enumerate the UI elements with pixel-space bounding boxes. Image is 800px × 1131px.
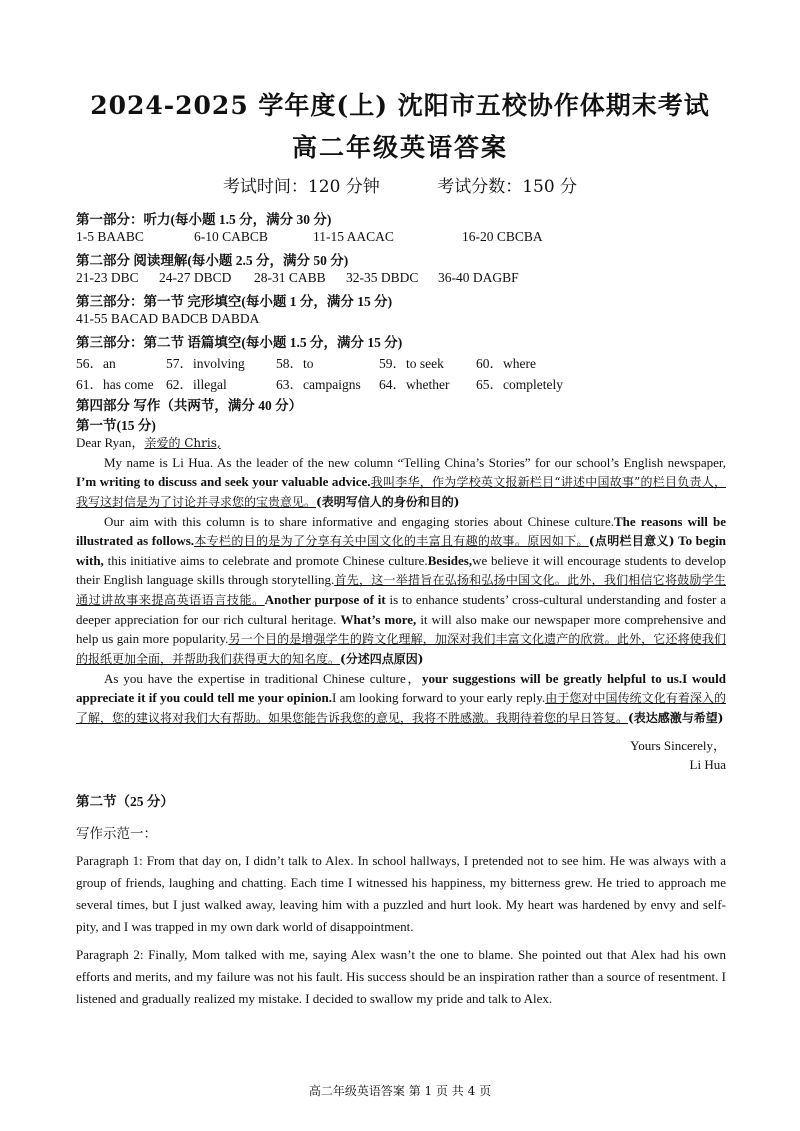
part2-heading: 第二部分 阅读理解(每小题 2.5 分，满分 50 分) xyxy=(76,253,349,268)
answer-group: 1-5 BAABC xyxy=(76,229,144,244)
annotation: (表明写信人的身份和目的) xyxy=(316,495,460,509)
letter-paragraph-2: Our aim with this column is to share informative and engaging stories about Chinese culture.The reasons will be illustrated as follows.本专栏的目的是为了分享有关中国文化的丰富且有趣的故事。原因如下。(点明栏目意义) To begin with, this initiative aims to celebrate and promote Chinese culture.Besides,we believe it will encourage students to develop their English language skills through storytelling.首先，这一举措旨在弘扬和弘扬中国文化。此外，我们相信它将鼓励学生通过讲故事来提高英语语言技能。Another purpose of it is to enhance students’ cross-cultural understanding and foster a deeper appreciation for our rich cultural heritage. What’s more, it will also make our newspaper more comprehensive and help us gain more popularity.另一个目的是增强学生的跨文化理解，加深对我们丰富文化遗产的欣赏。此外，它还将使我们的报纸更加全面，并帮助我们获得更大的知名度。(分述四点原因) xyxy=(76,514,726,666)
exam-title: 2024-2025 学年度(上) 沈阳市五校协作体期末考试 xyxy=(90,91,710,120)
answer-item: 64．whether xyxy=(379,377,450,392)
answer-group: 36-40 DAGBF xyxy=(438,270,519,285)
part4-section1: 第一节(15 分) xyxy=(76,418,156,433)
answer-item: 59．to seek xyxy=(379,356,444,371)
sample-label: 写作示范一： xyxy=(76,826,157,841)
answer-group: 21-23 DBC xyxy=(76,270,139,285)
annotation: (表达感激与希望) xyxy=(628,711,724,725)
part4-section2: 第二节（25 分） xyxy=(76,794,174,809)
sample-paragraph-2: Paragraph 2: Finally, Mom talked with me, saying Alex wasn’t the one to blame. She pointed out that Alex had his own efforts and merits, and my failure was not his fault. His success should be an inspiration rather than a source of resentment. I listened and gradually realized my mistake. I decided to swallow my pride and talk to Alex. xyxy=(76,947,726,1006)
letter-paragraph-3: As you have the expertise in traditional Chinese culture，your suggestions will be greatly helpful to us.I would appreciate it if you could tell me your opinion.I am looking forward to your early reply.由于您对中国传统文化有着深入的了解，您的建议将对我们大有帮助。如果您能告诉我您的意见，我将不胜感激。我期待着您的早日答复。(表达感激与希望) xyxy=(76,671,726,725)
answer-group: 6-10 CABCB xyxy=(194,229,268,244)
answer-item: 63．campaigns xyxy=(276,377,361,392)
answer-group: 32-35 DBDC xyxy=(346,270,419,285)
answer-group: 11-15 AACAC xyxy=(313,229,394,244)
translation: 由于您对中国传统文化有着深入的了解，您的建议将对我们大有帮助。如果您能告诉我您的意见，我将不胜感激。我期待着您的早日答复。 xyxy=(76,691,726,725)
part3-1-answers: 41-55 BACAD BADCB DABDA xyxy=(76,311,260,326)
sample-paragraph-1: Paragraph 1: From that day on, I didn’t talk to Alex. In school hallways, I pretended not to see him. He was always with a group of friends, laughing and chatting. Each time I witnessed his happiness, my bitterness grew. He tried to approach me several times, but I just walked away, leaving him with a puzzled and hurt look. My heart was hardened by envy and self-pity, and I was trapped in my own dark world of disappointment. xyxy=(76,853,726,934)
answer-group: 24-27 DBCD xyxy=(159,270,232,285)
answer-item: 62．illegal xyxy=(166,377,227,392)
translation: 首先，这一举措旨在弘扬和弘扬中国文化。此外，我们相信它将鼓励学生通过讲故事来提高英语语言技能。 xyxy=(76,573,726,607)
part1-heading: 第一部分：听力(每小题 1.5 分，满分 30 分) xyxy=(76,212,332,227)
greeting-translation: 亲爱的 Chris, xyxy=(144,436,221,450)
translation: 本专栏的目的是为了分享有关中国文化的丰富且有趣的故事。原因如下。 xyxy=(194,534,589,548)
part3-1-heading: 第三部分：第一节 完形填空(每小题 1 分，满分 15 分) xyxy=(76,294,393,309)
signature: Li Hua xyxy=(689,757,726,772)
answer-group: 28-31 CABB xyxy=(254,270,326,285)
part3-2-heading: 第三部分：第二节 语篇填空(每小题 1.5 分，满分 15 分) xyxy=(76,335,403,350)
letter-closing: Yours Sincerely， Li Hua xyxy=(630,738,726,772)
answer-item: 65．completely xyxy=(476,377,563,392)
annotation: (分述四点原因) xyxy=(340,652,424,666)
answer-item: 57．involving xyxy=(166,356,245,371)
answer-item: 56．an xyxy=(76,356,116,371)
exam-info xyxy=(0,172,800,197)
translation: 我叫李华，作为学校英文报新栏目“讲述中国故事”的栏目负责人，我写这封信是为了讨论并寻求您的宝贵意见。 xyxy=(76,475,726,509)
page-footer: 高二年级英语答案 第 1 页 共 4 页 xyxy=(308,1084,492,1098)
translation: 另一个目的是增强学生的跨文化理解，加深对我们丰富文化遗产的欣赏。此外，它还将使我们的报纸更加全面，并帮助我们获得更大的知名度。 xyxy=(76,632,726,666)
answer-group: 16-20 CBCBA xyxy=(462,229,543,244)
answer-item: 60．where xyxy=(476,356,536,371)
answer-item: 61．has come xyxy=(76,377,154,392)
exam-time: 考试时间：120 分钟 xyxy=(222,177,380,197)
exam-score: 考试分数：150 分 xyxy=(437,177,578,197)
sample-letter xyxy=(76,433,726,728)
annotation: (点明栏目意义) xyxy=(588,534,675,548)
letter-paragraph-1: My name is Li Hua. As the leader of the new column “Telling China’s Stories” for our school’s English newspaper, I’m writing to discuss and seek your valuable advice.我叫李华，作为学校英文报新栏目“讲述中国故事”的栏目负责人，我写这封信是为了讨论并寻求您的宝贵意见。(表明写信人的身份和目的) xyxy=(76,455,726,509)
exam-subtitle: 高二年级英语答案 xyxy=(291,133,508,162)
part4-heading: 第四部分 写作（共两节，满分 40 分） xyxy=(76,398,303,413)
letter-greeting: Dear Ryan，亲爱的 Chris, xyxy=(76,435,221,450)
answer-item: 58．to xyxy=(276,356,314,371)
